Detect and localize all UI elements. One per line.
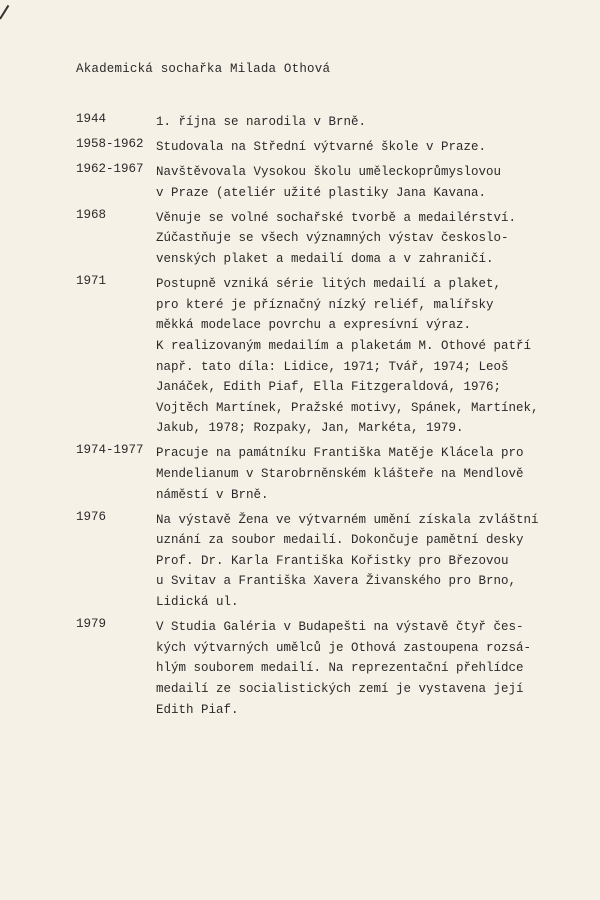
entry-line: Pracuje na památníku Františka Matěje Klácela pro xyxy=(156,446,524,461)
entry-text xyxy=(156,617,576,720)
entry-1979 xyxy=(0,617,600,720)
entry-line: Jakub, 1978; Rozpaky, Jan, Markéta, 1979. xyxy=(156,421,464,436)
entry-1976 xyxy=(0,510,600,613)
entry-1971 xyxy=(0,274,600,439)
entry-line: Navštěvovala Vysokou školu uměleckoprůmyslovou xyxy=(156,165,502,180)
entry-year: 1944 xyxy=(76,112,107,126)
entry-line: Mendelianum v Starobrněnském klášteře na Mendlově xyxy=(156,467,524,481)
entry-line: Na výstavě Žena ve výtvarném umění získala zvláštní xyxy=(156,512,539,527)
entry-line: např. tato díla: Lidice, 1971; Tvář, 1974; Leoš xyxy=(156,359,509,374)
entry-text xyxy=(156,162,576,203)
entry-text xyxy=(156,443,576,505)
entry-line: Studovala na Střední výtvarné škole v Praze. xyxy=(156,140,487,155)
entry-line: Lidická ul. xyxy=(156,595,239,610)
entry-line: V Studia Galéria v Budapešti na výstavě čtyř čes- xyxy=(156,620,524,635)
entry-year: 1976 xyxy=(76,509,107,524)
entry-line: 1. října se narodila v Brně. xyxy=(156,115,367,129)
entry-line: uznání za soubor medailí. Dokončuje pamětní desky xyxy=(156,533,524,548)
entry-year: 1968 xyxy=(76,207,107,222)
entry-year: 1974-1977 xyxy=(76,443,144,458)
entry-year: 1958-1962 xyxy=(76,137,144,152)
entry-text xyxy=(156,137,576,158)
entry-1974-1977 xyxy=(0,443,600,505)
entry-line: Vojtěch Martínek, Pražské motivy, Spánek, Martínek, xyxy=(156,400,539,415)
entry-year: 1979 xyxy=(76,617,107,632)
entry-line: Prof. Dr. Karla Františka Kořistky pro Březovou xyxy=(156,553,509,568)
entry-line: Janáček, Edith Piaf, Ella Fitzgeraldová, 1976; xyxy=(156,380,502,395)
entry-line: hlým souborem medailí. Na reprezentační přehlídce xyxy=(156,661,524,676)
entry-line: venských plaket a medailí doma a v zahraničí. xyxy=(156,252,494,267)
entry-line: Edith Piaf. xyxy=(156,702,239,717)
entry-line: medailí ze socialistických zemí je vystavena její xyxy=(156,681,524,696)
entry-line: K realizovaným medailím a plaketám M. Othové patří xyxy=(156,338,532,353)
entry-line: Věnuje se volné sochařské tvorbě a medailérství. xyxy=(156,210,517,225)
entry-1944 xyxy=(0,112,600,133)
entry-year: 1971 xyxy=(76,274,107,289)
entry-text xyxy=(156,510,576,613)
entry-line: měkká modelace povrchu a expresívní výraz. xyxy=(156,318,472,333)
entry-1962-1967 xyxy=(0,162,600,203)
entry-1958-1962 xyxy=(0,137,600,158)
entry-text xyxy=(156,274,576,439)
entry-line: v Praze (ateliér užité plastiky Jana Kavana. xyxy=(156,185,487,200)
entry-year: 1962-1967 xyxy=(76,162,144,177)
entry-text xyxy=(156,208,576,270)
entry-text xyxy=(156,112,576,133)
biography-entries xyxy=(0,112,600,725)
entry-line: pro které je příznačný nízký reliéf, malířsky xyxy=(156,297,494,312)
entry-line: u Svitav a Františka Xavera Živanského pro Brno, xyxy=(156,574,517,589)
entry-line: kých výtvarných umělců je Othová zastoupena rozsá- xyxy=(156,640,532,655)
entry-line: Zúčastňuje se všech významných výstav českoslo- xyxy=(156,231,509,246)
entry-1968 xyxy=(0,208,600,270)
entry-line: Postupně vzniká série litých medailí a plaket, xyxy=(156,277,502,292)
document-heading: Akademická sochařka Milada Othová xyxy=(76,62,331,76)
entry-line: náměstí v Brně. xyxy=(156,487,269,502)
pen-mark xyxy=(0,5,9,20)
